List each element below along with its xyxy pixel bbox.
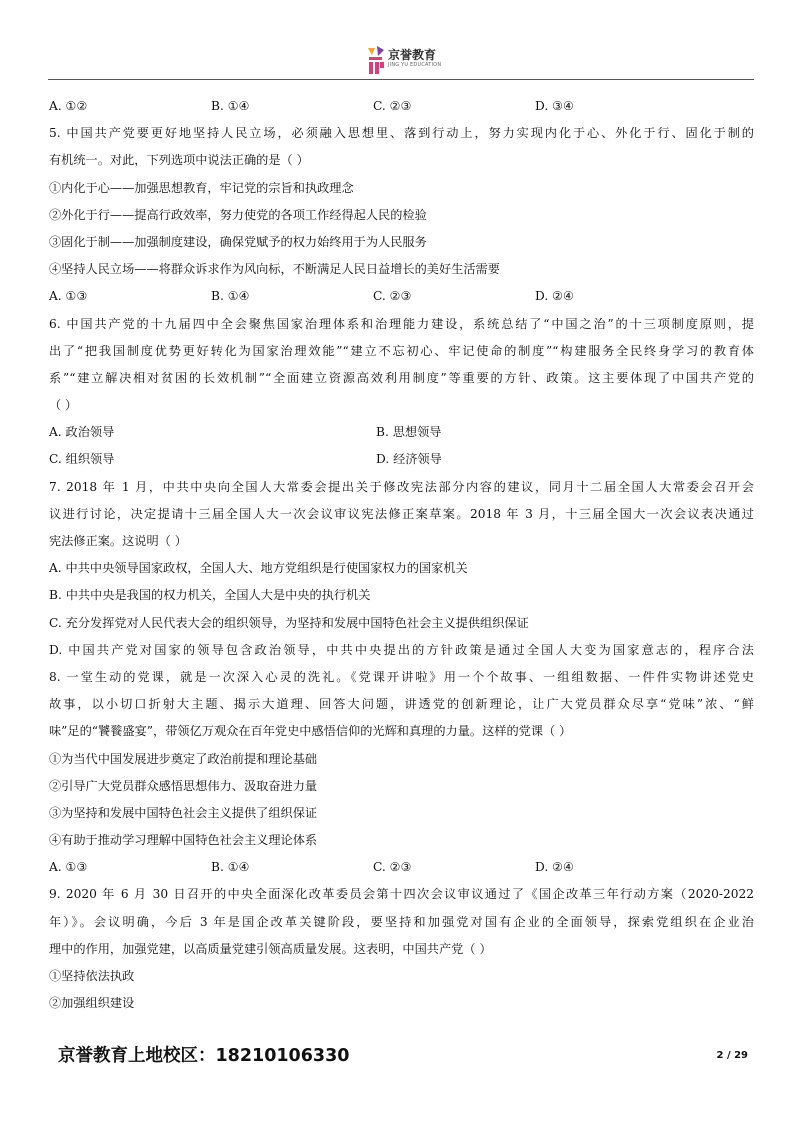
q6-option-b: B. 思想领导 bbox=[376, 425, 442, 440]
q4-options bbox=[49, 93, 754, 120]
q5-option-c: C. ②③ bbox=[373, 289, 412, 304]
logo-mark-icon bbox=[366, 46, 386, 76]
q6-option-a: A. 政治领导 bbox=[49, 425, 115, 440]
q7-option-d: D. 中国共产党对国家的领导包含政治领导，中共中央提出的方针政策是通过全国人大变为国家意志的，程序合法 bbox=[49, 642, 754, 657]
q6-option-c: C. 组织领导 bbox=[49, 452, 115, 467]
q5-option-b: B. ①④ bbox=[211, 289, 250, 304]
q7-stem-line: 7. 2018 年 1 月，中共中央向全国人大常委会提出关于修改宪法部分内容的建议，同月十二届全国人大常委会召开会 bbox=[49, 479, 754, 494]
q6-stem-line: 出了“把我国制度优势更好转化为国家治理效能”“建立不忘初心、牢记使命的制度”“构建服务全民终身学习的教育体 bbox=[49, 343, 754, 358]
q7-option-b: B. 中共中央是我国的权力机关，全国人大是中央的执行机关 bbox=[49, 588, 371, 603]
q8-option-a: A. ①③ bbox=[49, 860, 88, 875]
q8-stem-line: 8. 一堂生动的党课，就是一次深入心灵的洗礼。《党课开讲啦》用一个个故事、一组组数据、一件件实物讲述党史 bbox=[49, 669, 754, 684]
q9-stem-line: 年）》。会议明确，今后 3 年是国企改革关键阶段，要坚持和加强党对国有企业的全面领导，探索党组织在企业治 bbox=[49, 914, 754, 929]
q8-option-d: D. ②④ bbox=[535, 860, 574, 875]
q5-item: ④坚持人民立场——将群众诉求作为风向标，不断满足人民日益增长的美好生活需要 bbox=[49, 262, 500, 277]
q7-option-a: A. 中共中央领导国家政权，全国人大、地方党组织是行使国家权力的国家机关 bbox=[49, 561, 468, 576]
q4-option-d: D. ③④ bbox=[535, 99, 574, 113]
q5-option-a: A. ①③ bbox=[49, 289, 88, 304]
q7-option-c: C. 充分发挥党对人民代表大会的组织领导，为坚持和发展中国特色社会主义提供组织保证 bbox=[49, 615, 529, 630]
header-divider bbox=[48, 79, 754, 80]
q5-option-d: D. ②④ bbox=[535, 289, 574, 304]
q4-option-b: B. ①④ bbox=[211, 99, 250, 113]
q7-stem-line: 议进行讨论，决定提请十三届全国人大一次会议审议宪法修正案草案。2018 年 3 月，十三届全国大一次会议表决通过 bbox=[49, 506, 754, 521]
q8-item: ①为当代中国发展进步奠定了政治前提和理论基础 bbox=[49, 751, 318, 766]
q4-option-a: A. ①② bbox=[49, 99, 88, 113]
q8-options bbox=[49, 854, 754, 881]
logo-text-en: JING YU EDUCATION bbox=[388, 62, 442, 68]
q5-item: ③固化于制——加强制度建设，确保党赋予的权力始终用于为人民服务 bbox=[49, 234, 427, 249]
q9-stem-line: 9. 2020 年 6 月 30 日召开的中央全面深化改革委员会第十四次会议审议通过了《国企改革三年行动方案（2020-2022 bbox=[49, 887, 754, 902]
page-number: 2 / 29 bbox=[716, 1050, 748, 1061]
q8-item: ④有助于推动学习理解中国特色社会主义理论体系 bbox=[49, 833, 318, 848]
q9-stem-line: 理中的作用，加强党建，以高质量党建引领高质量发展。这表明，中国共产党（ ） bbox=[49, 941, 492, 956]
q9-item: ①坚持依法执政 bbox=[49, 969, 135, 983]
q6-options-row bbox=[49, 419, 754, 446]
q9-item: ②加强组织建设 bbox=[49, 996, 135, 1011]
q7-stem-line: 宪法修正案。这说明（ ） bbox=[49, 534, 187, 548]
q5-stem-line: 有机统一。对此，下列选项中说法正确的是（ ） bbox=[49, 153, 309, 168]
q6-stem-line: 系”“建立解决相对贫困的长效机制”“全面建立资源高效利用制度”等重要的方针、政策。这主要体现了中国共产党的 bbox=[49, 370, 754, 385]
q8-item: ②引导广大党员群众感悟思想伟力、汲取奋进力量 bbox=[49, 778, 318, 793]
q5-stem-line: 5. 中国共产党要更好地坚持人民立场，必须融入思想里、落到行动上，努力实现内化于心、外化于行、固化于制的 bbox=[49, 126, 754, 141]
q4-option-c: C. ②③ bbox=[373, 99, 412, 113]
q8-option-c: C. ②③ bbox=[373, 860, 412, 875]
q5-item: ②外化于行——提高行政效率，努力使党的各项工作经得起人民的检验 bbox=[49, 207, 427, 222]
q6-option-d: D. 经济领导 bbox=[376, 452, 442, 467]
q8-option-b: B. ①④ bbox=[211, 860, 250, 875]
q6-options-row bbox=[49, 446, 754, 473]
q6-stem-line: 6. 中国共产党的十九届四中全会聚焦国家治理体系和治理能力建设，系统总结了“中国之治”的十三项制度原则，提 bbox=[49, 316, 754, 331]
q8-item: ③为坚持和发展中国特色社会主义提供了组织保证 bbox=[49, 805, 318, 820]
q5-item: ①内化于心——加强思想教育，牢记党的宗旨和执政理念 bbox=[49, 180, 354, 195]
q5-options bbox=[49, 283, 754, 310]
q8-stem-line: 故事，以小切口折射大主题、揭示大道理、回答大问题，讲透党的创新理论，让广大党员群众尽享“党味”浓、“鲜 bbox=[49, 697, 754, 712]
q8-stem-line: 味”足的“饕餮盛宴”，带领亿万观众在百年党史中感悟信仰的光辉和真理的力量。这样的党课（ ） bbox=[49, 724, 572, 739]
q6-stem-line: （ ） bbox=[49, 398, 78, 413]
page-content bbox=[49, 93, 754, 1017]
brand-logo bbox=[366, 44, 442, 78]
logo-text-cn: 京誉教育 bbox=[388, 48, 437, 62]
footer-school-contact: 京誉教育上地校区：18210106330 bbox=[58, 1046, 350, 1066]
